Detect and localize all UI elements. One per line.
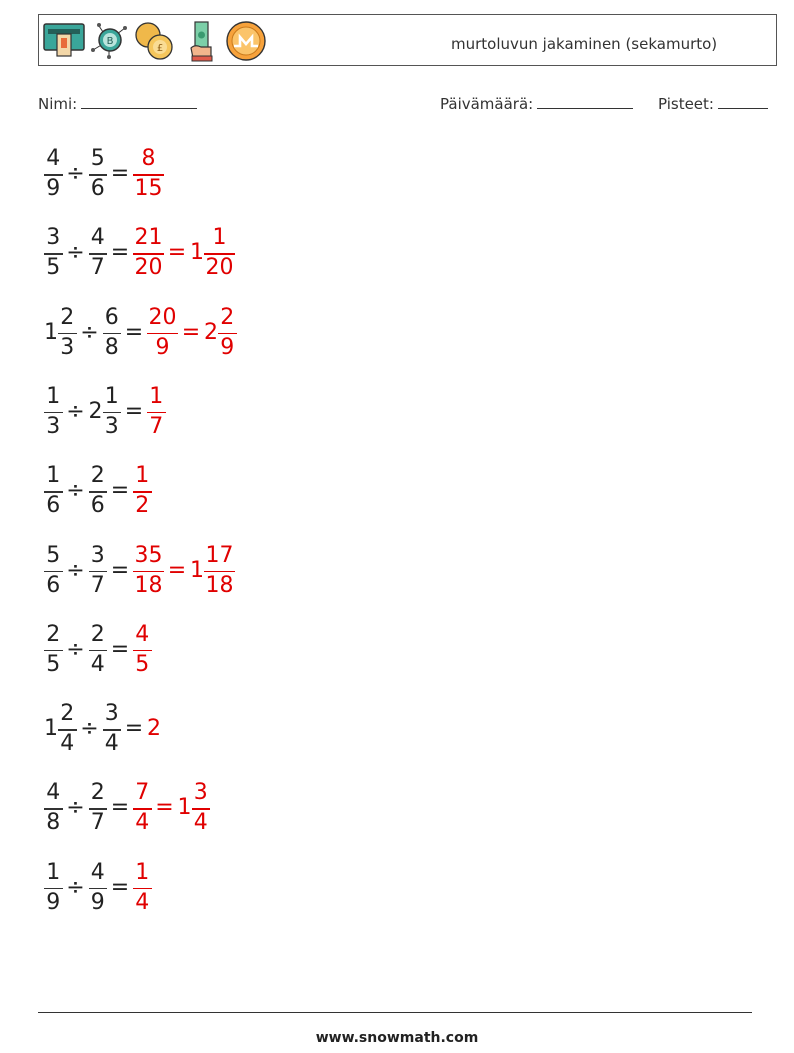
- problem-row: [44, 856, 464, 920]
- answer-numerator: 1: [149, 383, 164, 409]
- problem-row: [44, 618, 464, 682]
- problem-row: [44, 697, 464, 761]
- answer-equals-sign: =: [167, 557, 187, 583]
- equals-sign: =: [110, 557, 130, 583]
- dividend-denominator: 5: [46, 651, 61, 677]
- mixed-answer-whole: 1: [190, 240, 204, 266]
- equals-sign: =: [110, 240, 130, 266]
- divisor-fraction: [103, 380, 122, 444]
- footer-divider: [38, 1012, 752, 1013]
- answer-fraction-bar: [147, 333, 178, 335]
- banknote-hand-icon: [189, 20, 215, 62]
- answer-denominator: 5: [135, 651, 150, 677]
- divide-sign: ÷: [66, 636, 85, 662]
- dividend-denominator: 5: [46, 255, 61, 281]
- atm-card-icon: [43, 20, 85, 58]
- equals-sign: =: [110, 795, 130, 821]
- divisor-fraction: [103, 697, 122, 761]
- dividend-numerator: 1: [46, 859, 61, 885]
- answer-fraction: [147, 301, 178, 365]
- name-label: Nimi:: [38, 95, 78, 113]
- score-field: [658, 94, 768, 113]
- problem-row: [44, 776, 464, 840]
- mixed-answer-whole: 2: [204, 319, 218, 345]
- dividend-numerator: 5: [46, 542, 61, 568]
- answer-numerator: 35: [134, 542, 163, 568]
- divisor-numerator: 3: [90, 542, 105, 568]
- score-label: Pisteet:: [658, 95, 714, 113]
- mixed-answer-denominator: 20: [205, 255, 234, 281]
- mixed-answer-denominator: 4: [193, 810, 208, 836]
- answer-denominator: 7: [149, 413, 164, 439]
- divisor-fraction: [89, 221, 108, 285]
- dividend-fraction-bar: [44, 571, 63, 573]
- dividend-numerator: 1: [46, 463, 61, 489]
- divide-sign: ÷: [66, 557, 85, 583]
- divisor-numerator: 5: [90, 146, 105, 171]
- divide-sign: ÷: [66, 398, 85, 424]
- answer-numerator: 1: [135, 463, 150, 489]
- mixed-answer-fraction-bar: [204, 571, 235, 573]
- dividend-fraction: [58, 697, 77, 761]
- divisor-numerator: 2: [90, 621, 105, 647]
- divide-sign: ÷: [66, 240, 85, 266]
- dividend-fraction: [44, 856, 63, 920]
- mixed-answer-denominator: 9: [220, 334, 235, 360]
- equals-sign: =: [110, 874, 130, 900]
- divisor-fraction-bar: [89, 571, 108, 573]
- dividend-denominator: 3: [46, 413, 61, 439]
- dividend-denominator: 6: [46, 493, 61, 519]
- answer-denominator: 4: [135, 810, 150, 836]
- name-blank[interactable]: [81, 94, 197, 109]
- dividend-whole: 1: [44, 319, 58, 345]
- answer-equals-sign: =: [155, 795, 174, 821]
- score-blank[interactable]: [718, 94, 768, 109]
- divisor-fraction-bar: [103, 333, 122, 335]
- divide-sign: ÷: [66, 795, 85, 821]
- divisor-denominator: 3: [104, 413, 119, 439]
- dividend-denominator: 9: [46, 889, 61, 915]
- answer-fraction: [133, 776, 152, 840]
- answer-fraction: [133, 856, 152, 920]
- answer-fraction: [147, 380, 166, 444]
- bitcoin-network-icon: [89, 20, 129, 60]
- answer-whole: 2: [147, 716, 161, 742]
- mixed-answer-numerator: 3: [193, 780, 208, 806]
- divide-sign: ÷: [80, 716, 99, 742]
- divide-sign: ÷: [66, 478, 85, 504]
- mixed-answer-numerator: 1: [212, 225, 227, 251]
- divisor-denominator: 7: [90, 572, 105, 598]
- equals-sign: =: [110, 636, 130, 662]
- divisor-denominator: 4: [104, 731, 119, 757]
- divide-sign: ÷: [66, 161, 85, 186]
- answer-fraction: [133, 142, 164, 206]
- mixed-answer-denominator: 18: [205, 572, 234, 598]
- divisor-fraction: [89, 856, 108, 920]
- dividend-denominator: 8: [46, 810, 61, 836]
- problem-row: [44, 380, 464, 444]
- problem-row: [44, 459, 464, 523]
- dividend-fraction: [44, 380, 63, 444]
- divisor-denominator: 6: [90, 493, 105, 519]
- dividend-numerator: 2: [60, 701, 75, 727]
- date-blank[interactable]: [537, 94, 633, 109]
- answer-numerator: 20: [148, 304, 177, 330]
- equals-sign: =: [124, 319, 144, 345]
- answer-fraction-bar: [133, 571, 164, 573]
- answer-numerator: 21: [134, 225, 163, 251]
- equals-sign: =: [124, 398, 144, 424]
- answer-fraction: [133, 618, 152, 682]
- dividend-fraction: [44, 539, 63, 603]
- divisor-fraction: [89, 776, 108, 840]
- dividend-denominator: 3: [60, 334, 75, 360]
- dividend-fraction: [44, 776, 63, 840]
- problem-row: [44, 301, 464, 365]
- answer-denominator: 2: [135, 493, 150, 519]
- mixed-answer-whole: 1: [190, 557, 204, 583]
- answer-equals-sign: =: [181, 319, 201, 345]
- divisor-denominator: 4: [90, 651, 105, 677]
- mixed-answer-numerator: 17: [205, 542, 234, 568]
- divisor-denominator: 7: [90, 810, 105, 836]
- answer-fraction: [133, 221, 164, 285]
- dividend-numerator: 2: [46, 621, 61, 647]
- dividend-denominator: 9: [46, 176, 61, 201]
- dividend-numerator: 4: [46, 146, 61, 171]
- answer-numerator: 7: [135, 780, 150, 806]
- divisor-numerator: 4: [90, 225, 105, 251]
- dividend-fraction: [44, 142, 63, 206]
- problem-row: [44, 221, 464, 285]
- dividend-denominator: 4: [60, 731, 75, 757]
- worksheet-title: murtoluvun jakaminen (sekamurto): [451, 35, 718, 53]
- footer-url: www.snowmath.com: [315, 1030, 479, 1046]
- date-label: Päivämäärä:: [440, 95, 534, 113]
- divide-sign: ÷: [66, 874, 85, 900]
- answer-numerator: 4: [135, 621, 150, 647]
- mixed-answer-fraction: [218, 301, 237, 365]
- name-field: [38, 94, 197, 113]
- dividend-fraction: [58, 301, 77, 365]
- svg-text:£: £: [156, 43, 164, 54]
- equals-sign: =: [110, 478, 130, 504]
- mixed-answer-fraction-bar: [218, 333, 237, 335]
- divisor-numerator: 2: [90, 463, 105, 489]
- dividend-fraction-bar: [58, 333, 77, 335]
- divide-sign: ÷: [80, 319, 99, 345]
- divisor-denominator: 8: [104, 334, 119, 360]
- dividend-numerator: 4: [46, 780, 61, 806]
- answer-denominator: 9: [155, 334, 170, 360]
- divisor-denominator: 9: [90, 889, 105, 915]
- dividend-fraction: [44, 459, 63, 523]
- mixed-answer-numerator: 2: [220, 304, 235, 330]
- mixed-answer-whole: 1: [177, 795, 192, 821]
- mixed-answer-fraction: [192, 776, 211, 840]
- monero-coin-icon: [225, 20, 267, 62]
- answer-denominator: 4: [135, 889, 150, 915]
- svg-text:B: B: [106, 36, 114, 47]
- dividend-fraction: [44, 618, 63, 682]
- divisor-fraction: [103, 301, 122, 365]
- divisor-whole: 2: [88, 398, 103, 424]
- worksheet-header: [38, 14, 777, 66]
- divisor-denominator: 6: [90, 176, 105, 201]
- equals-sign: =: [124, 716, 144, 742]
- answer-fraction: [133, 459, 152, 523]
- mixed-answer-fraction: [204, 221, 235, 285]
- dividend-numerator: 2: [60, 304, 75, 330]
- problem-row: [44, 142, 464, 206]
- dividend-denominator: 6: [46, 572, 61, 598]
- divisor-fraction: [89, 142, 108, 206]
- divisor-fraction: [89, 618, 108, 682]
- mixed-answer-fraction: [204, 539, 235, 603]
- date-field: [440, 94, 633, 113]
- dividend-fraction: [44, 221, 63, 285]
- dividend-whole: 1: [44, 716, 58, 742]
- divisor-numerator: 6: [104, 304, 119, 330]
- answer-numerator: 1: [135, 859, 150, 885]
- divisor-numerator: 3: [104, 701, 119, 727]
- dividend-numerator: 1: [46, 383, 61, 409]
- problem-row: [44, 539, 464, 603]
- answer-fraction: [133, 539, 164, 603]
- divisor-denominator: 7: [90, 255, 105, 281]
- divisor-fraction: [89, 539, 108, 603]
- divisor-numerator: 4: [90, 859, 105, 885]
- divisor-numerator: 1: [104, 383, 119, 409]
- divisor-fraction: [89, 459, 108, 523]
- dividend-numerator: 3: [46, 225, 61, 251]
- equals-sign: =: [110, 161, 130, 186]
- answer-denominator: 20: [134, 255, 163, 281]
- divisor-numerator: 2: [90, 780, 105, 806]
- answer-numerator: 8: [141, 146, 156, 171]
- answer-equals-sign: =: [167, 240, 187, 266]
- answer-denominator: 15: [134, 176, 163, 201]
- coins-icon: [133, 20, 175, 62]
- answer-denominator: 18: [134, 572, 163, 598]
